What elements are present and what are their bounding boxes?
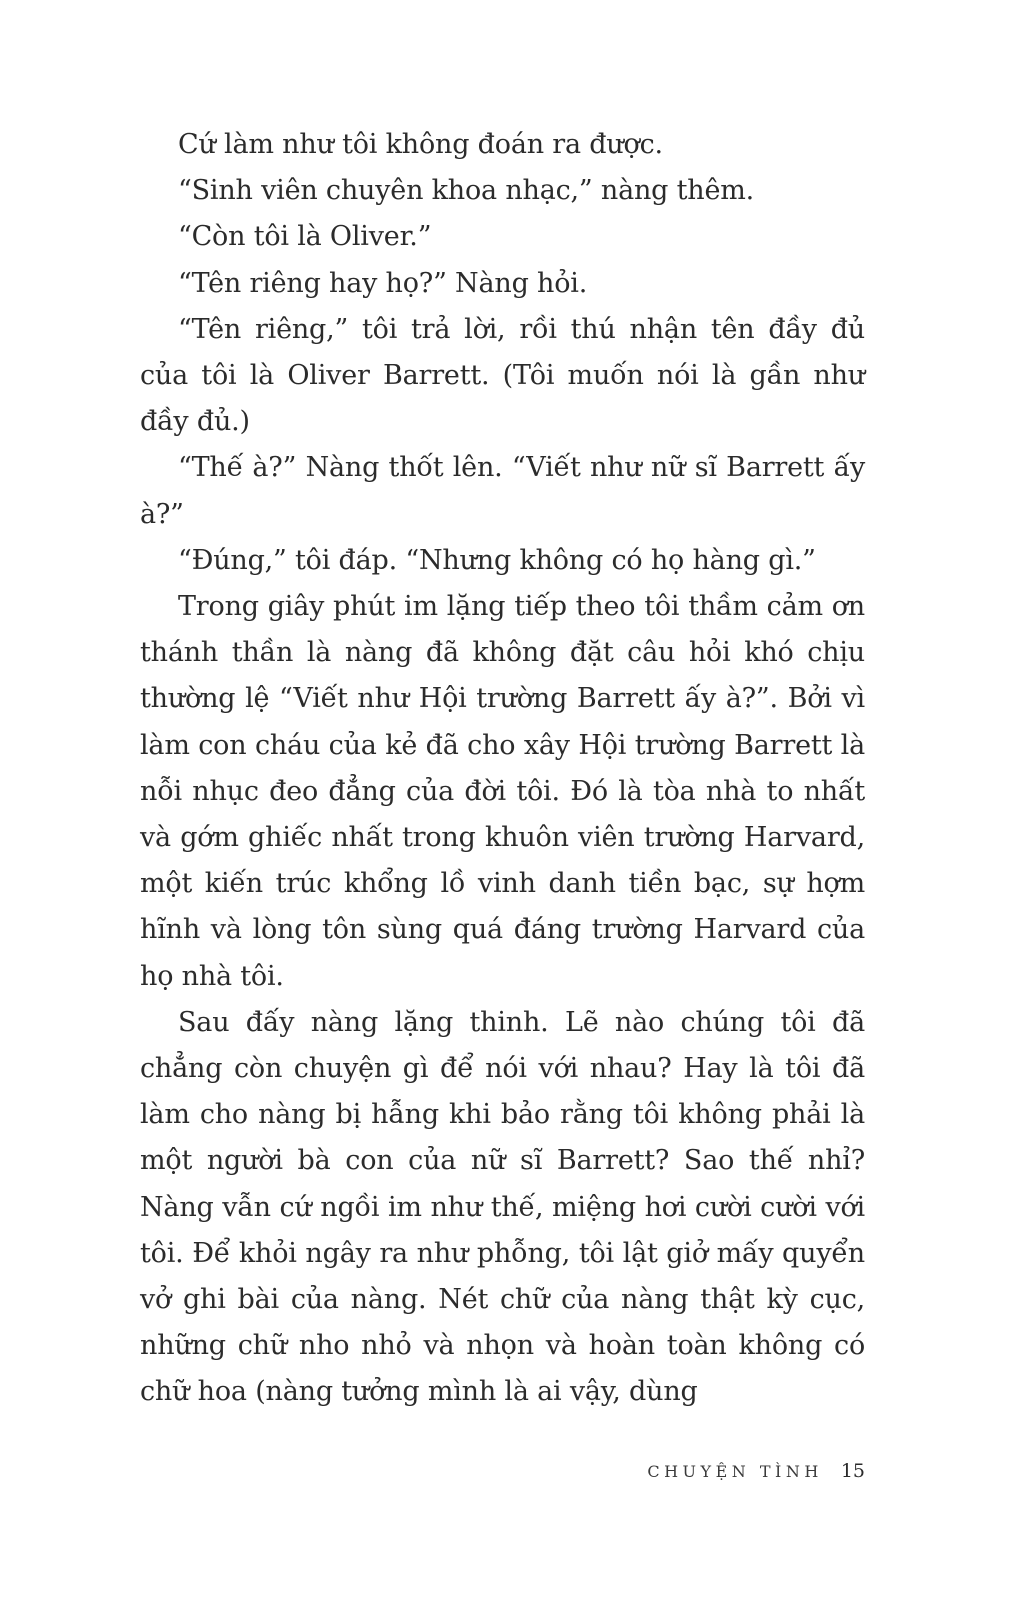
paragraph: “Sinh viên chuyên khoa nhạc,” nàng thêm. (178, 175, 755, 207)
paragraph: “Đúng,” tôi đáp. “Nhưng không có họ hàng gì.” (178, 544, 816, 576)
paragraph: Trong giây phút im lặng tiếp theo tôi thầm cảm ơn thánh thần là nàng đã không đặt câu hỏi khó chịu thường lệ “Viết như Hội trường Barrett ấy à?”. Bởi vì làm con cháu của kẻ đã cho xây Hội trường Barrett là nỗi nhục đeo đẳng của đời tôi. Đó là tòa nhà to nhất và gớm ghiếc nhất trong khuôn viên trường Harvard, một kiến trúc khổng lồ vinh danh tiền bạc, sự hợm hĩnh và lòng tôn sùng quá đáng trường Harvard của họ nhà tôi. (140, 591, 865, 992)
paragraph: “Còn tôi là Oliver.” (178, 221, 432, 253)
paragraph: Sau đấy nàng lặng thinh. Lẽ nào chúng tôi đã chẳng còn chuyện gì để nói với nhau? Hay là tôi đã làm cho nàng bị hẫng khi bảo rằng tôi không phải là một người bà con của nữ sĩ Barrett? Sao thế nhỉ? Nàng vẫn cứ ngồi im như thế, miệng hơi cười cười với tôi. Để khỏi ngây ra như phỗng, tôi lật giở mấy quyển vở ghi bài của nàng. Nét chữ của nàng thật kỳ cục, những chữ nho nhỏ và nhọn và hoàn toàn không có chữ hoa (nàng tưởng mình là ai vậy, dùng (140, 1006, 865, 1408)
page-footer (647, 1460, 865, 1482)
page-number: 15 (840, 1460, 865, 1482)
paragraph: “Thế à?” Nàng thốt lên. “Viết như nữ sĩ Barrett ấy à?” (140, 452, 865, 530)
body-text (140, 122, 865, 1416)
paragraph: Cứ làm như tôi không đoán ra được. (178, 129, 663, 160)
running-title: CHUYỆN TÌNH (647, 1462, 823, 1481)
paragraph: “Tên riêng hay họ?” Nàng hỏi. (178, 267, 588, 299)
paragraph: “Tên riêng,” tôi trả lời, rồi thú nhận tên đầy đủ của tôi là Oliver Barrett. (Tôi muốn nói là gần như đầy đủ.) (140, 313, 865, 438)
